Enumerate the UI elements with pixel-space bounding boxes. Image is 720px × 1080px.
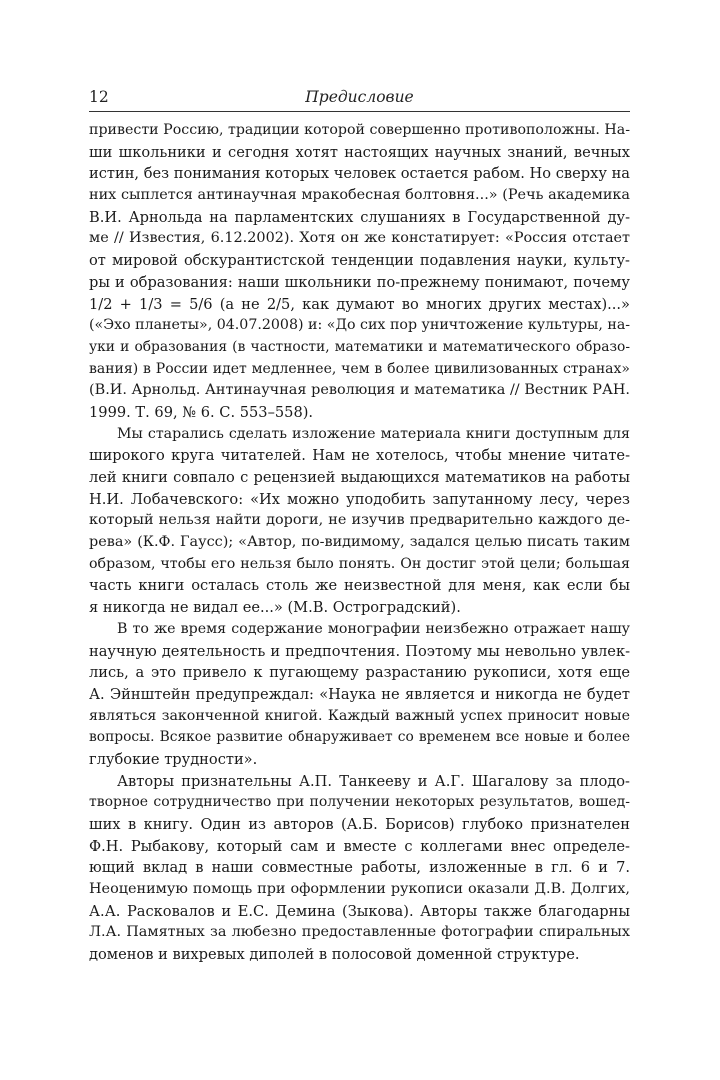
text-line: от мировой обскурантистской тенденции подавления науки, культу- [89, 252, 630, 270]
body-text [89, 120, 630, 966]
text-line: лей книги совпало с рецензией выдающихся математиков на работы [89, 469, 630, 486]
text-line: привести Россию, традиции которой совершенно противоположны. На- [89, 122, 630, 138]
text-line: уки и образования (в частности, математики и математического образо- [89, 338, 630, 355]
paragraph-4 [89, 771, 630, 966]
text-line: который нельзя найти дороги, не изучив предварительно каждого де- [89, 512, 630, 529]
text-line: А.А. Расковалов и Е.С. Демина (Зыкова). Авторы также благодарны [89, 902, 630, 920]
text-line: 1999. Т. 69, № 6. С. 553–558). [89, 403, 314, 421]
text-line: творное сотрудничество при получении некоторых результатов, вошед- [89, 794, 630, 811]
paragraph-2 [89, 424, 630, 619]
text-line: В.И. Арнольда на парламентских слушаниях в Государственной ду- [89, 208, 630, 226]
running-title: Предисловие [305, 88, 414, 106]
text-line: доменов и вихревых диполей в полосовой доменной структуре. [89, 946, 580, 964]
text-line: («Эхо планеты», 04.07.2008) и: «До сих пор уничтожение культуры, на- [89, 317, 631, 334]
text-line: (В.И. Арнольд. Антинаучная революция и математика // Вестник РАН. [89, 382, 630, 399]
header-rule [89, 111, 630, 112]
text-line: научную деятельность и предпочтения. Поэтому мы невольно увлек- [89, 642, 630, 660]
text-line: лись, а это привело к пугающему разрастанию рукописи, хотя еще [89, 664, 630, 682]
text-line: 1/2 + 1/3 = 5/6 (а не 2/5, как думают во многих других местах)...» [89, 295, 630, 313]
text-line: рева» (К.Ф. Гаусс); «Автор, по-видимому, задался целью писать таким [89, 534, 630, 551]
text-line: А. Эйнштейн предупреждал: «Наука не является и никогда не будет [89, 685, 630, 703]
text-line: Н.И. Лобачевского: «Их можно уподобить запутанному лесу, через [89, 490, 630, 508]
text-line: я никогда не видал ее...» (М.В. Остроградский). [89, 599, 461, 617]
text-line: ме // Известия, 6.12.2002). Хотя он же констатирует: «Россия отстает [89, 230, 630, 247]
text-line: ши школьники и сегодня хотят настоящих научных знаний, вечных [89, 143, 630, 161]
text-line: истин, без понимания которых человек остается рабом. Но сверху на [89, 165, 630, 183]
text-line: ры и образования: наши школьники по-прежнему понимают, почему [89, 273, 630, 291]
text-line: ющий вклад в наши совместные работы, изложенные в гл. 6 и 7. [89, 859, 630, 877]
text-line: образом, чтобы его нельзя было понять. Он достиг этой цели; большая [89, 555, 630, 572]
text-line: часть книги осталась столь же неизвестной для меня, как если бы [89, 577, 630, 595]
text-line: вопросы. Всякое развитие обнаруживает со временем все новые и более [89, 729, 630, 746]
text-line: В то же время содержание монографии неизбежно отражает нашу [117, 620, 630, 637]
text-line: Мы старались сделать изложение материала книги доступным для [117, 425, 630, 442]
paragraph-3 [89, 619, 630, 771]
text-line: широкого круга читателей. Нам не хотелось, чтобы мнение читате- [89, 447, 630, 465]
text-line: глубокие трудности». [89, 750, 258, 768]
page-number: 12 [89, 88, 109, 106]
text-line: них сыплется антинаучная мракобесная болтовня...» (Речь академика [89, 187, 630, 204]
text-line: Ф.Н. Рыбакову, который сам и вместе с коллегами внес определе- [89, 837, 630, 855]
text-line: Авторы признательны А.П. Танкееву и А.Г. Шагалову за плодо- [117, 772, 630, 790]
text-line: Л.А. Памятных за любезно предоставленные фотографии спиральных [89, 924, 630, 941]
running-header [89, 88, 630, 110]
text-line: ших в книгу. Один из авторов (А.Б. Борисов) глубоко признателен [89, 816, 630, 833]
text-line: являться законченной книгой. Каждый важный успех приносит новые [89, 707, 630, 724]
text-line: вания) в России идет медленнее, чем в более цивилизованных странах» [89, 360, 630, 377]
paragraph-1 [89, 120, 630, 424]
text-line: Неоценимую помощь при оформлении рукописи оказали Д.В. Долгих, [89, 881, 630, 898]
